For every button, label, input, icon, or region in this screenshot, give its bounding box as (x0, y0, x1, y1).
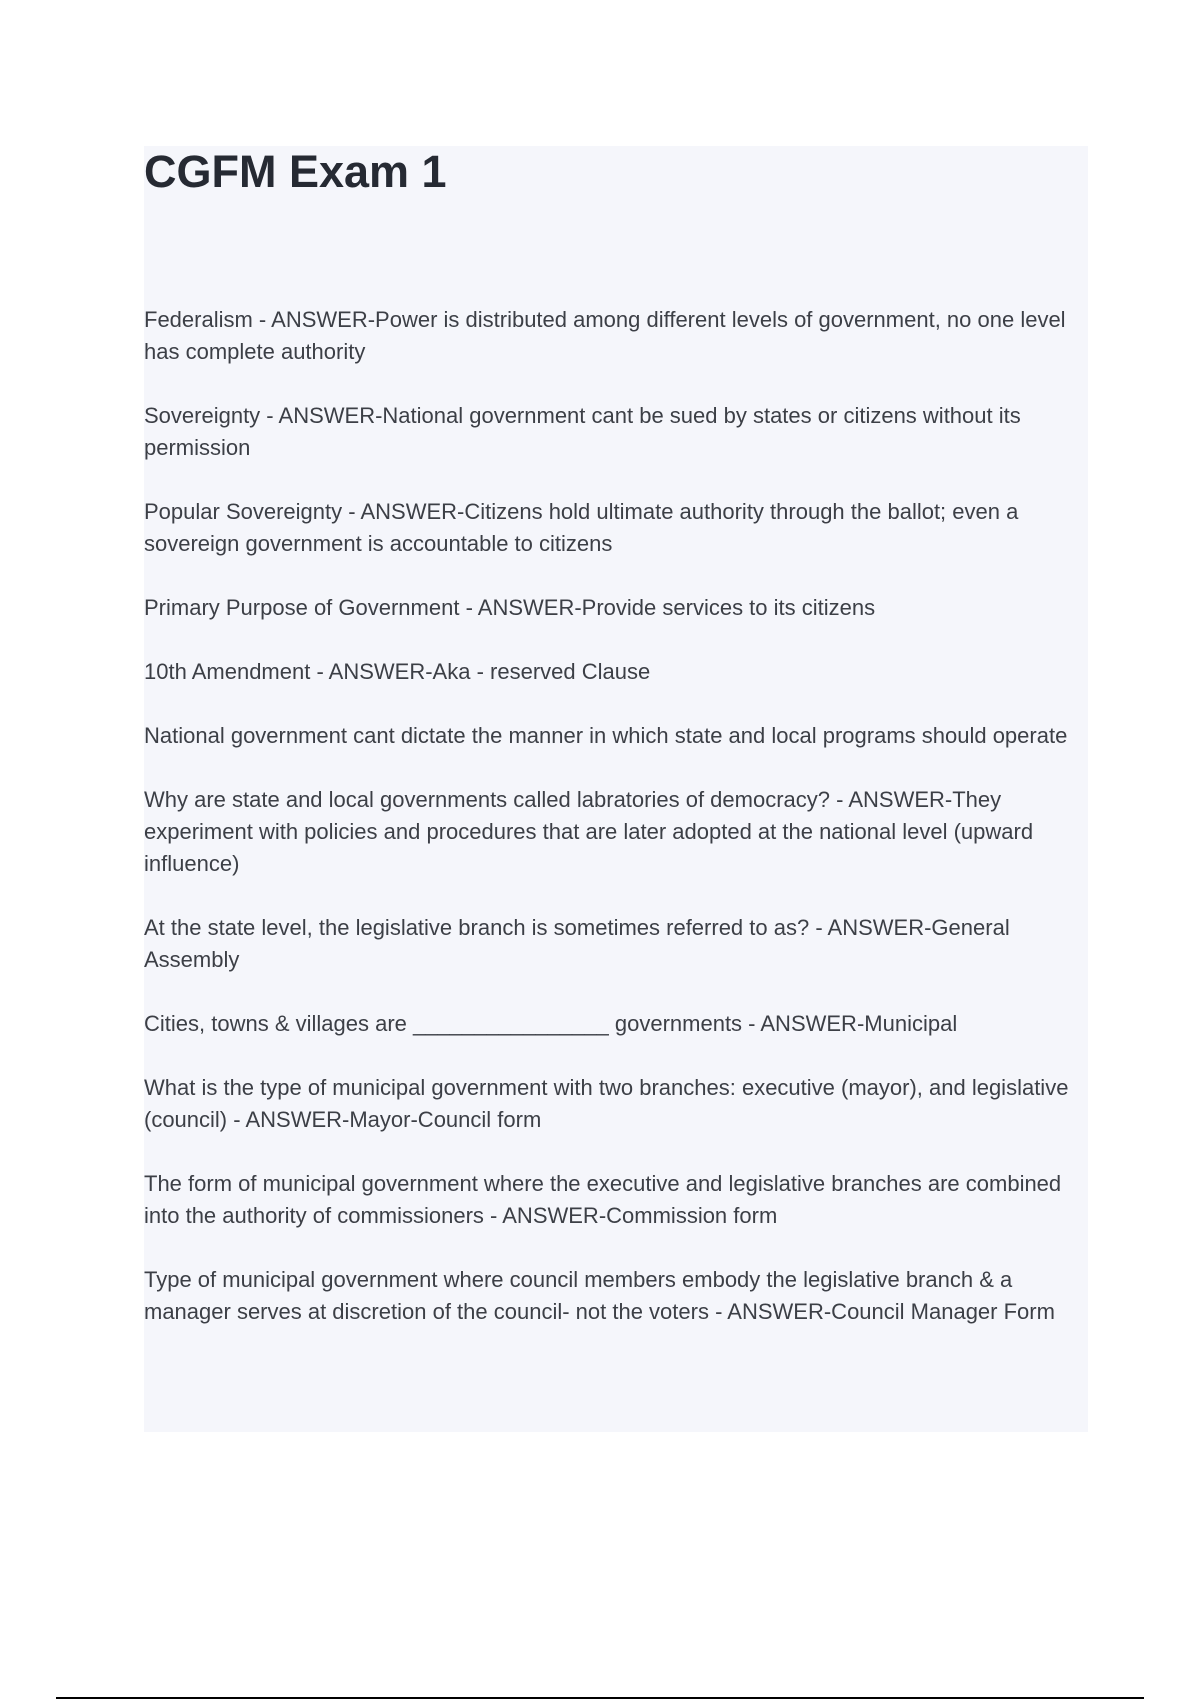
footer-divider (56, 1697, 1144, 1699)
qa-entry-mayor-council: What is the type of municipal government with two branches: executive (mayor), and legislative (council) - ANSWER-Mayor-Council form (144, 1075, 1069, 1132)
page-title: CGFM Exam 1 (144, 146, 447, 197)
qa-entry-council-manager: Type of municipal government where council members embody the legislative branch & a manager serves at discretion of the council- not the voters - ANSWER-Council Manager Form (144, 1267, 1055, 1324)
qa-entry-federalism: Federalism - ANSWER-Power is distributed among different levels of government, no one level has complete authority (144, 307, 1066, 364)
qa-entry-10th-amendment: 10th Amendment - ANSWER-Aka - reserved Clause (144, 659, 651, 684)
qa-entry-national-government: National government cant dictate the manner in which state and local programs should operate (144, 723, 1068, 748)
qa-list (144, 304, 1084, 1360)
qa-entry-municipal: Cities, towns & villages are ________________ governments - ANSWER-Municipal (144, 1011, 958, 1036)
qa-entry-legislative-branch: At the state level, the legislative branch is sometimes referred to as? - ANSWER-General Assembly (144, 915, 1010, 972)
qa-entry-commission-form: The form of municipal government where the executive and legislative branches are combined into the authority of commissioners - ANSWER-Commission form (144, 1171, 1062, 1228)
qa-entry-sovereignty: Sovereignty - ANSWER-National government cant be sued by states or citizens without its permission (144, 403, 1021, 460)
qa-entry-laboratories-of-democracy: Why are state and local governments called labratories of democracy? - ANSWER-They experiment with policies and procedures that are later adopted at the national level (upward influence) (144, 787, 1034, 876)
qa-entry-primary-purpose: Primary Purpose of Government - ANSWER-Provide services to its citizens (144, 595, 876, 620)
qa-entry-popular-sovereignty: Popular Sovereignty - ANSWER-Citizens hold ultimate authority through the ballot; even a sovereign government is accountable to citizens (144, 499, 1019, 556)
